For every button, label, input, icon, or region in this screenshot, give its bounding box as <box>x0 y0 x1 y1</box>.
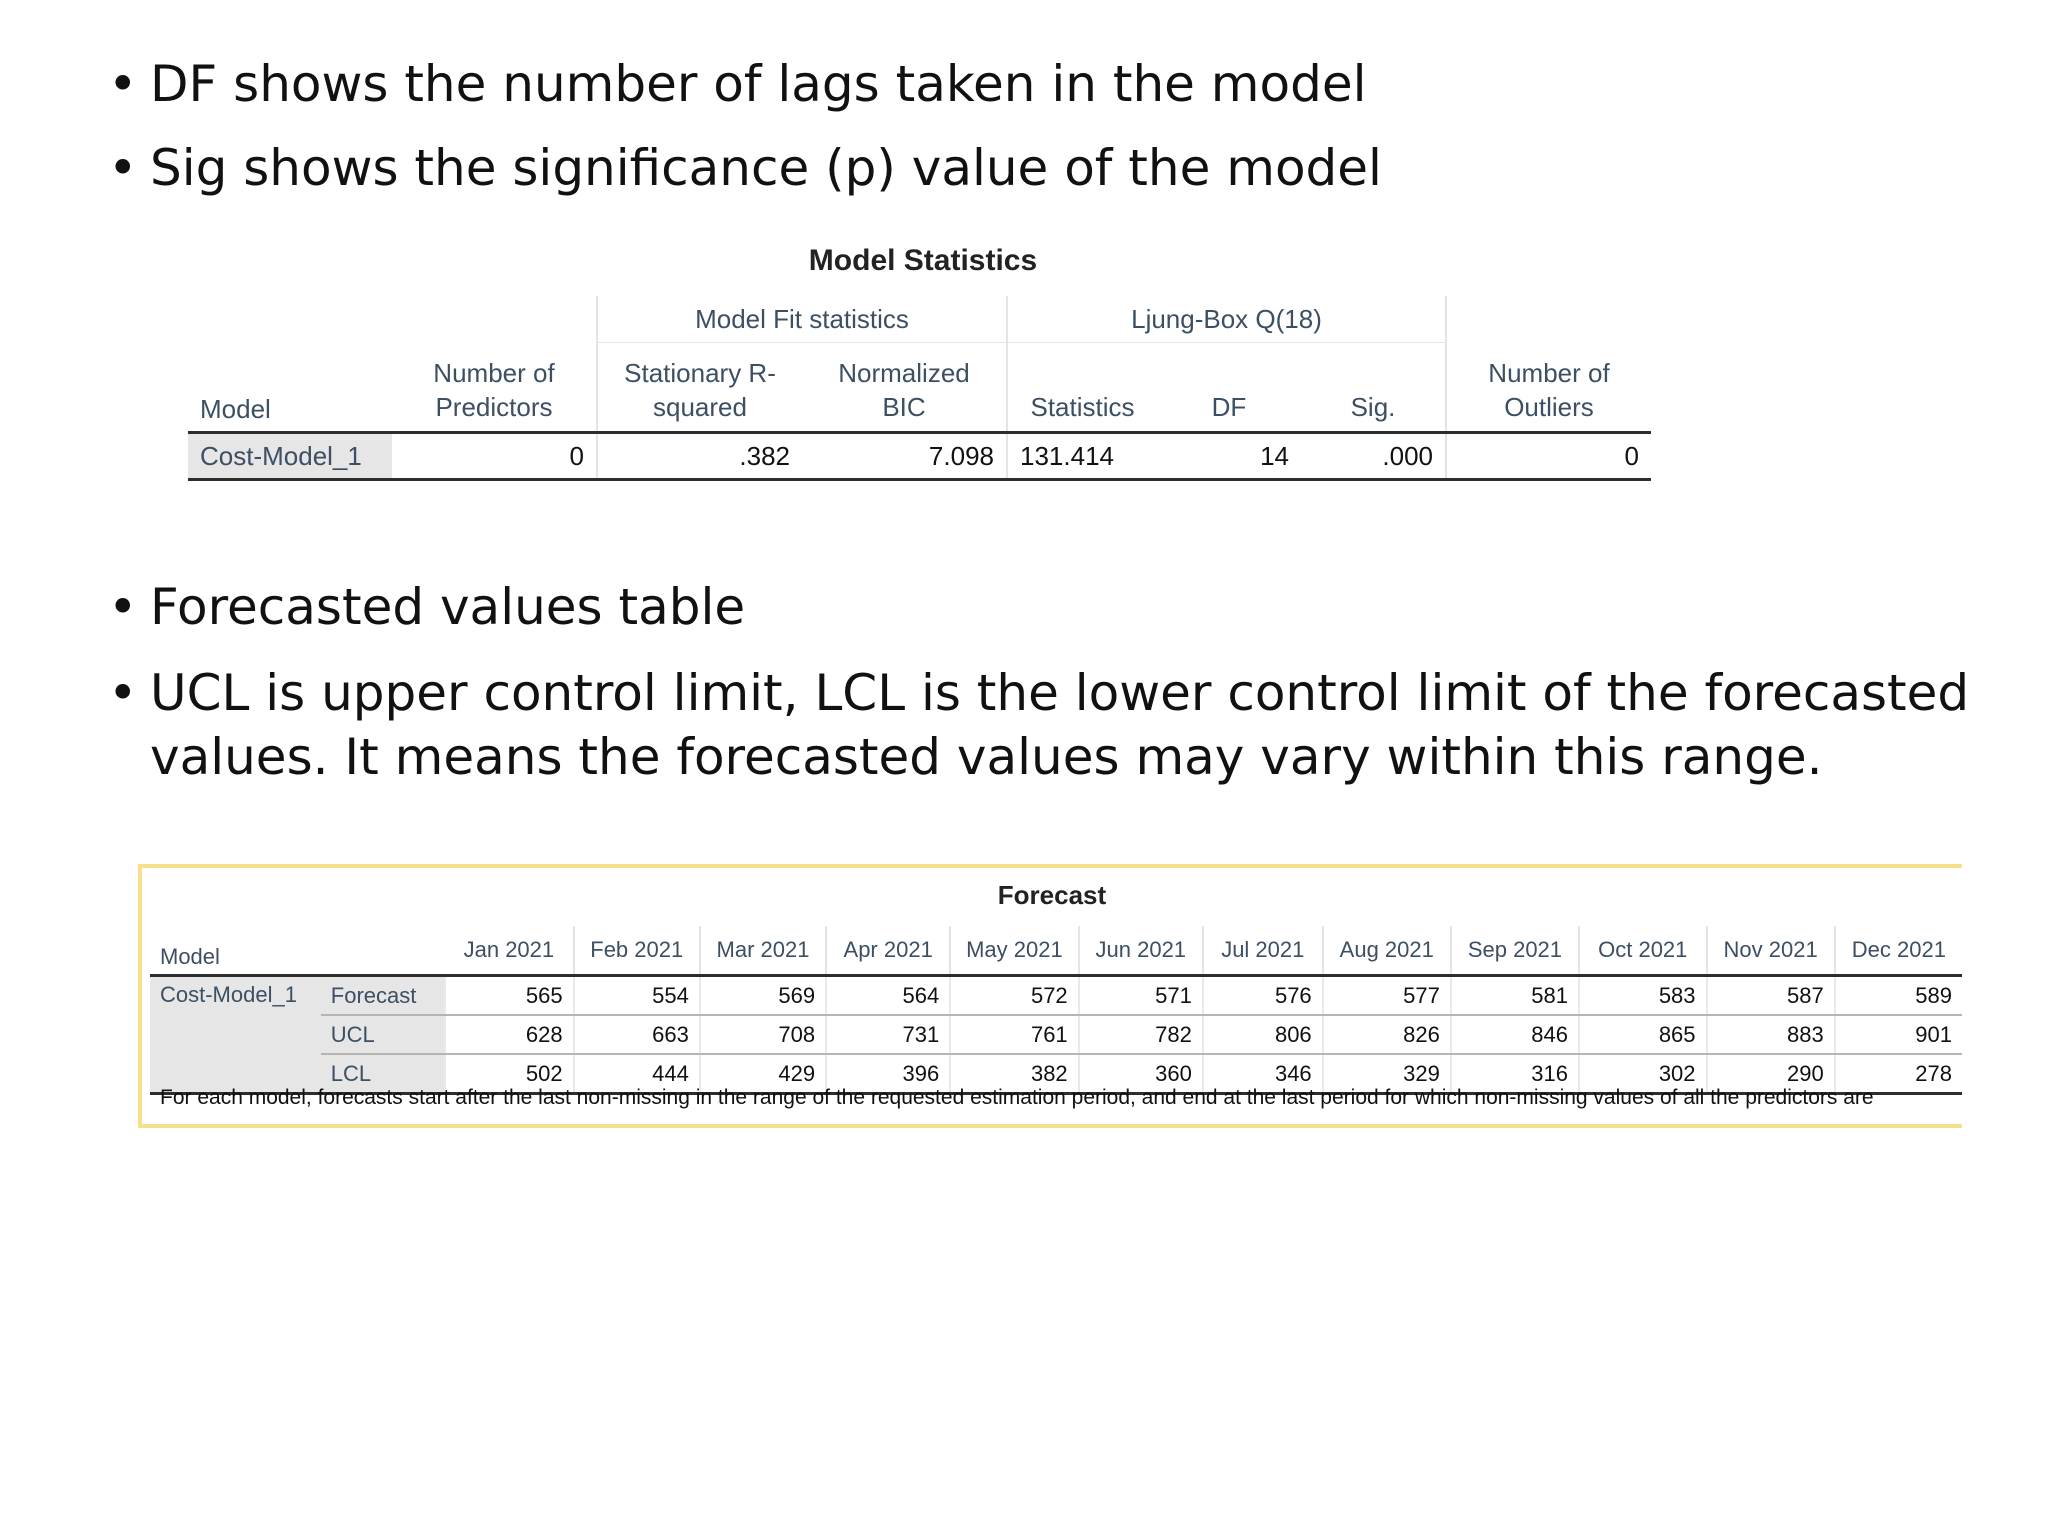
table-cell: 576 <box>1203 976 1323 1016</box>
col-header-r2: Stationary R-squared <box>597 343 802 432</box>
table-cell: 564 <box>826 976 950 1016</box>
col-header-month: Apr 2021 <box>826 926 950 976</box>
table-cell: 782 <box>1079 1015 1203 1054</box>
model-statistics-table <box>188 296 1651 481</box>
table-cell: 901 <box>1835 1015 1962 1054</box>
table-cell: 571 <box>1079 976 1203 1016</box>
table-cell: 329 <box>1323 1054 1451 1094</box>
col-header-month: Mar 2021 <box>700 926 826 976</box>
cell-bic: 7.098 <box>802 433 1007 480</box>
group-header-fit: Model Fit statistics <box>597 296 1007 343</box>
cell-outliers: 0 <box>1446 433 1651 480</box>
bullet-item: • DF shows the number of lags taken in the model <box>0 52 1980 116</box>
col-header-month: Nov 2021 <box>1707 926 1835 976</box>
group-header-ljung: Ljung-Box Q(18) <box>1007 296 1446 343</box>
table-cell: 583 <box>1579 976 1707 1016</box>
col-header-month: Jan 2021 <box>445 926 573 976</box>
top-bullet-list <box>0 52 1980 220</box>
col-header-outliers: Number of Outliers <box>1446 343 1651 432</box>
table-cell: 572 <box>950 976 1078 1016</box>
col-header-month: May 2021 <box>950 926 1078 976</box>
table-cell: 278 <box>1835 1054 1962 1094</box>
col-header-model: Model <box>150 926 445 976</box>
forecast-footnote: For each model, forecasts start after the last non-missing in the range of the requested estimation period, and end at the last period for which non-missing values of all the predictors are <box>160 1086 1874 1109</box>
col-header-model: Model <box>200 394 271 424</box>
forecast-table <box>150 926 1962 1095</box>
row-label: LCL <box>321 1054 445 1094</box>
col-header-predictors: Number of Predictors <box>433 358 555 423</box>
table-cell: 346 <box>1203 1054 1323 1094</box>
table-cell: 316 <box>1451 1054 1579 1094</box>
table-cell: 577 <box>1323 976 1451 1016</box>
row-label-model: Cost-Model_1 <box>188 433 392 480</box>
table-cell: 290 <box>1707 1054 1835 1094</box>
cell-df: 14 <box>1157 433 1301 480</box>
col-header-month: Oct 2021 <box>1579 926 1707 976</box>
bullet-item: • Forecasted values table <box>0 575 1980 639</box>
bottom-bullet-list <box>0 575 1980 811</box>
table-cell: 589 <box>1835 976 1962 1016</box>
table-cell: 761 <box>950 1015 1078 1054</box>
cell-r2: .382 <box>597 433 802 480</box>
col-header-month: Sep 2021 <box>1451 926 1579 976</box>
table-cell: 865 <box>1579 1015 1707 1054</box>
col-header-month: Jun 2021 <box>1079 926 1203 976</box>
col-header-statistics: Statistics <box>1007 343 1157 432</box>
col-header-month: Feb 2021 <box>574 926 700 976</box>
cell-statistics: 131.414 <box>1007 433 1157 480</box>
table-cell: 502 <box>445 1054 573 1094</box>
cell-sig: .000 <box>1301 433 1446 480</box>
bullet-item: • UCL is upper control limit, LCL is the lower control limit of the forecasted values. It means the forecasted values may vary within this range. <box>0 661 1980 789</box>
col-header-sig: Sig. <box>1350 392 1396 423</box>
row-label: UCL <box>321 1015 445 1054</box>
table-cell: 429 <box>700 1054 826 1094</box>
forecast-panel <box>138 864 1962 1128</box>
table-row <box>188 433 1651 480</box>
table-cell: 382 <box>950 1054 1078 1094</box>
table-cell: 806 <box>1203 1015 1323 1054</box>
table-cell: 846 <box>1451 1015 1579 1054</box>
col-header-month: Jul 2021 <box>1203 926 1323 976</box>
table-cell: 554 <box>574 976 700 1016</box>
table-cell: 396 <box>826 1054 950 1094</box>
table-cell: 565 <box>445 976 573 1016</box>
table-cell: 826 <box>1323 1015 1451 1054</box>
col-header-bic: Normalized BIC <box>838 358 970 423</box>
bullet-item: • Sig shows the significance (p) value of the model <box>0 136 1980 200</box>
col-header-month: Dec 2021 <box>1835 926 1962 976</box>
table-cell: 302 <box>1579 1054 1707 1094</box>
table-row <box>150 1015 1962 1054</box>
row-label: Forecast <box>321 976 445 1016</box>
table-cell: 444 <box>574 1054 700 1094</box>
col-header-df: DF <box>1211 392 1247 423</box>
col-header-month: Aug 2021 <box>1323 926 1451 976</box>
table-cell: 581 <box>1451 976 1579 1016</box>
table-cell: 731 <box>826 1015 950 1054</box>
table-cell: 569 <box>700 976 826 1016</box>
model-statistics-title: Model Statistics <box>808 244 1038 277</box>
table-cell: 708 <box>700 1015 826 1054</box>
table-cell: 587 <box>1707 976 1835 1016</box>
forecast-title: Forecast <box>997 880 1107 910</box>
row-label-model: Cost-Model_1 <box>150 976 321 1094</box>
cell-predictors: 0 <box>392 433 597 480</box>
table-row <box>150 976 1962 1016</box>
table-cell: 883 <box>1707 1015 1835 1054</box>
table-cell: 628 <box>445 1015 573 1054</box>
table-cell: 360 <box>1079 1054 1203 1094</box>
table-cell: 663 <box>574 1015 700 1054</box>
